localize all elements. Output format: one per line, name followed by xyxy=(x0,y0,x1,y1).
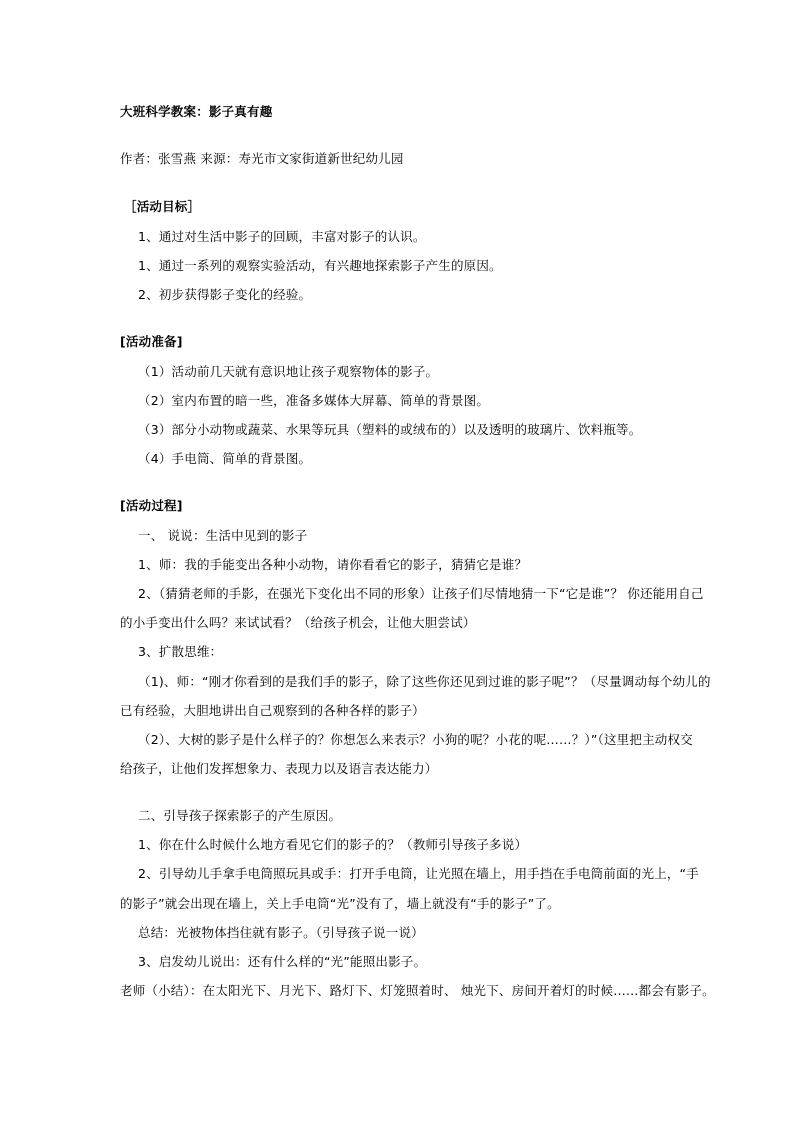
process-line: 的影子”就会出现在墙上，关上手电筒“光”没有了，墙上就没有“手的影子”了。 xyxy=(120,896,560,911)
process-line: 2、（猜猜老师的手影，在强光下变化出不同的形象）让孩子们尽情地猜一下“它是谁”？ 你还能用自己 xyxy=(138,586,704,601)
process-heading: [活动过程] xyxy=(120,498,183,513)
process-line: 3、启发幼儿说出：还有什么样的“光”能照出影子。 xyxy=(138,954,427,969)
process-line: 二、引导孩子探索影子的产生原因。 xyxy=(138,808,342,823)
process-line: （1)、师：“刚才你看到的是我们手的影子，除了这些你还见到过谁的影子呢”？（尽量调动每个幼儿的 xyxy=(138,674,711,689)
prep-item: （3）部分小动物或蔬菜、水果等玩具（塑料的或绒布的）以及透明的玻璃片、饮料瓶等。 xyxy=(138,422,642,437)
goals-heading: ［活动目标］ xyxy=(124,199,201,214)
process-line: 3、扩散思维： xyxy=(138,644,223,659)
document-title: 大班科学教案：影子真有趣 xyxy=(120,104,273,119)
prep-item: （4）手电筒、简单的背景图。 xyxy=(138,451,312,466)
prep-heading: [活动准备] xyxy=(120,334,183,349)
process-line: 1、师：我的手能变出各种小动物，请你看看它的影子，猜猜它是谁？ xyxy=(138,557,528,572)
process-line: 1、你在什么时候什么地方看见它们的影子的？（教师引导孩子多说） xyxy=(138,837,528,852)
process-line: 2、引导幼儿手拿手电筒照玩具或手：打开手电筒，让光照在墙上，用手挡在手电筒前面的光上，“手 xyxy=(138,866,699,881)
author-source-line: 作者：张雪燕 来源：寿光市文家街道新世纪幼儿园 xyxy=(120,151,404,166)
process-line: 一、 说说：生活中见到的影子 xyxy=(138,528,308,543)
process-line: （2）、大树的影子是什么样子的？你想怎么来表示？小狗的呢？小花的呢……？）”（这里把主动权交 xyxy=(138,732,693,747)
summary-line: 总结：光被物体挡住就有影子。（引导孩子说一说） xyxy=(138,925,424,940)
teacher-summary-line: 老师（小结）：在太阳光下、月光下、路灯下、灯笼照着时、 烛光下、房间开着灯的时候……都会有影子。 xyxy=(120,983,715,998)
process-line: 的小手变出什么吗？来试试看？（给孩子机会，让他大胆尝试） xyxy=(120,615,476,630)
prep-item: （1）活动前几天就有意识地让孩子观察物体的影子。 xyxy=(138,364,439,379)
process-line: 已有经验，大胆地讲出自己观察到的各种各样的影子） xyxy=(120,703,425,718)
goal-item: 2、初步获得影子变化的经验。 xyxy=(138,287,312,302)
goal-item: 1、通过对生活中影子的回顾，丰富对影子的认识。 xyxy=(138,229,426,244)
process-line: 给孩子，让他们发挥想象力、表现力以及语言表达能力） xyxy=(120,761,438,776)
goal-item: 1、通过一系列的观察实验活动，有兴趣地探索影子产生的原因。 xyxy=(138,258,502,273)
prep-item: （2）室内布置的暗一些，准备多媒体大屏幕、简单的背景图。 xyxy=(138,393,490,408)
